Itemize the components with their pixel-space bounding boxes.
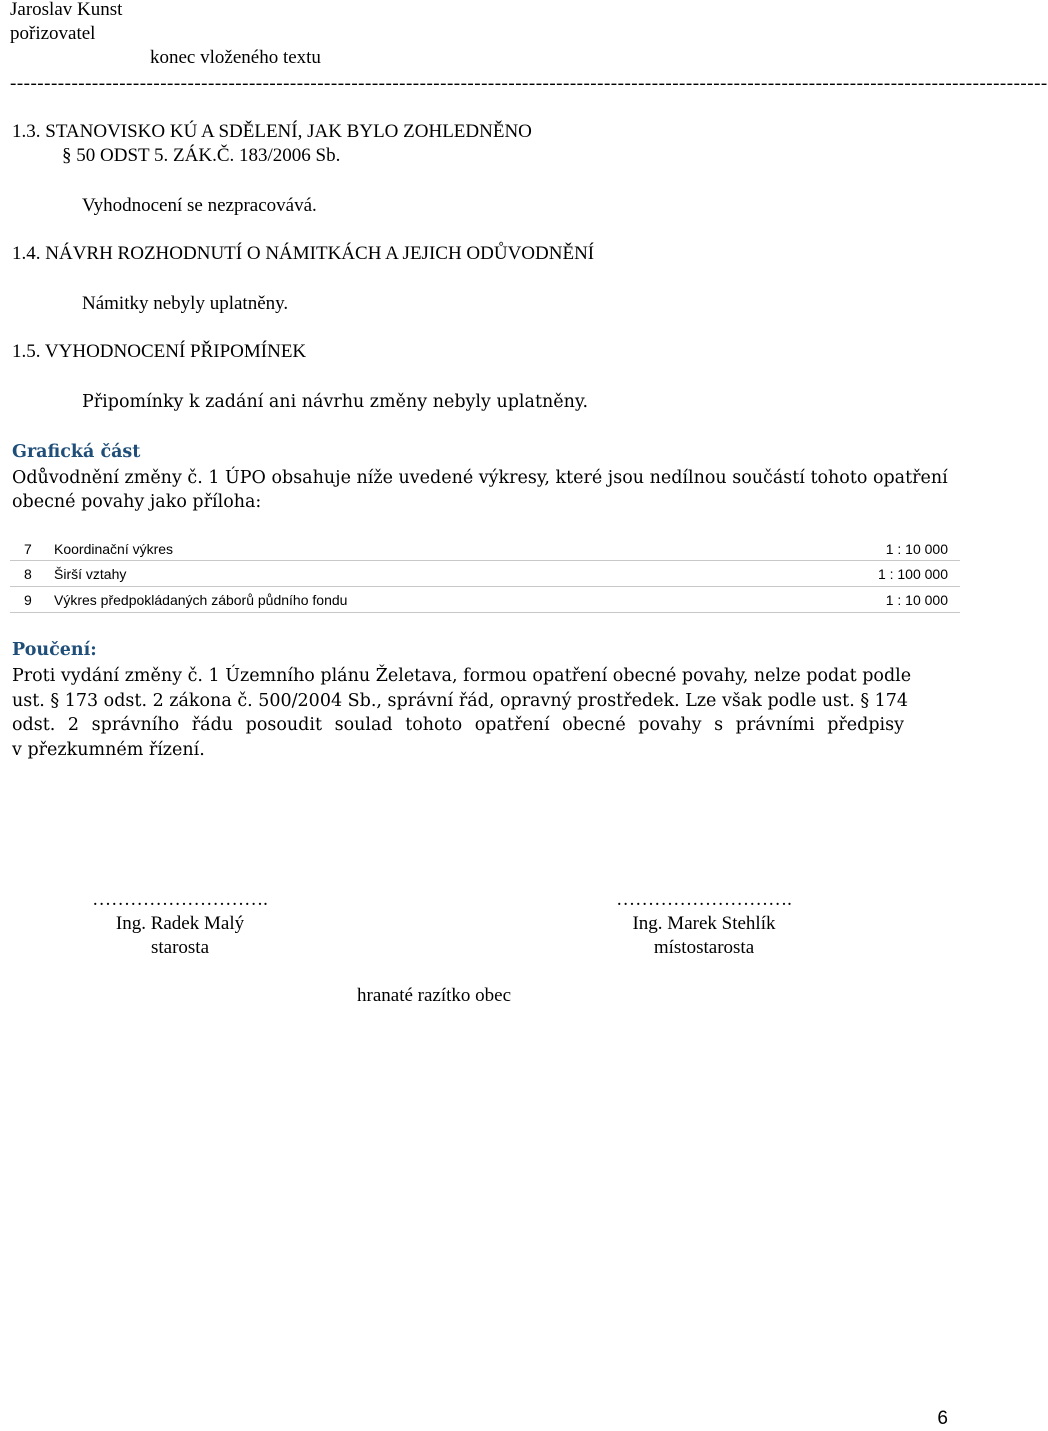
section-1-4-body: Námitky nebyly uplatněny. xyxy=(82,293,289,314)
section-1-3-title: 1.3. STANOVISKO KÚ A SDĚLENÍ, JAK BYLO ZOHLEDNĚNO xyxy=(12,121,532,142)
drawings-table xyxy=(10,536,960,613)
table-row xyxy=(10,587,960,613)
drawing-name: Výkres předpokládaných záborů půdního fondu xyxy=(54,592,348,608)
section-1-3-body: Vyhodnocení se nezpracovává. xyxy=(82,195,317,216)
signature-name: Ing. Marek Stehlík xyxy=(632,913,776,934)
graphic-part-intro-line2: obecné povahy jako příloha: xyxy=(12,492,262,512)
drawing-number: 7 xyxy=(24,541,32,557)
signature-role: starosta xyxy=(150,937,210,958)
separator-line: -------------------------------------------------------------------------------------------------------------------------------------------------------- xyxy=(10,73,1048,94)
instruction-heading: Poučení: xyxy=(12,640,97,660)
page-number: 6 xyxy=(937,1408,948,1429)
section-1-5-body: Připomínky k zadání ani návrhu změny nebyly uplatněny. xyxy=(82,392,589,412)
instruction-paragraph xyxy=(12,664,912,762)
graphic-part-intro-line1: Odůvodnění změny č. 1 ÚPO obsahuje níže uvedené výkresy, které jsou nedílnou součástí tohoto opatření xyxy=(12,468,948,488)
drawing-number: 9 xyxy=(24,592,32,608)
signature-name: Ing. Radek Malý xyxy=(115,913,245,934)
instruction-line: v přezkumném řízení. xyxy=(12,739,205,760)
section-1-3-law-ref: § 50 ODST 5. ZÁK.Č. 183/2006 Sb. xyxy=(62,145,341,166)
signature-line: ………………………. xyxy=(92,889,268,910)
drawing-number: 8 xyxy=(24,566,32,582)
author-name: Jaroslav Kunst xyxy=(10,0,123,20)
instruction-line: Proti vydání změny č. 1 Územního plánu Želetava, formou opatření obecné povahy, nelze podat podle xyxy=(12,666,912,686)
signature-left xyxy=(50,888,310,960)
author-role: pořizovatel xyxy=(10,23,96,44)
table-row xyxy=(10,536,960,561)
signature-right xyxy=(574,888,834,960)
section-1-4-title: 1.4. NÁVRH ROZHODNUTÍ O NÁMITKÁCH A JEJICH ODŮVODNĚNÍ xyxy=(12,243,595,264)
drawing-scale: 1 : 10 000 xyxy=(885,541,948,557)
end-inserted-text: konec vloženého textu xyxy=(150,47,321,68)
stamp-note: hranaté razítko obec xyxy=(357,985,512,1006)
signature-role: místostarosta xyxy=(653,937,755,958)
instruction-line: ust. § 173 odst. 2 zákona č. 500/2004 Sb., správní řád, opravný prostředek. Lze však podle ust. § 174 xyxy=(12,690,909,711)
section-1-5-title: 1.5. VYHODNOCENÍ PŘIPOMÍNEK xyxy=(12,341,307,362)
drawing-name: Širší vztahy xyxy=(54,566,127,582)
instruction-line: odst. 2 správního řádu posoudit soulad tohoto opatření obecné povahy s právními předpisy xyxy=(12,715,904,735)
graphic-part-heading: Grafická část xyxy=(12,442,141,462)
signature-line: ………………………. xyxy=(616,889,792,910)
table-row xyxy=(10,561,960,587)
drawing-scale: 1 : 100 000 xyxy=(877,566,948,582)
drawing-name: Koordinační výkres xyxy=(54,541,174,557)
drawing-scale: 1 : 10 000 xyxy=(885,592,948,608)
